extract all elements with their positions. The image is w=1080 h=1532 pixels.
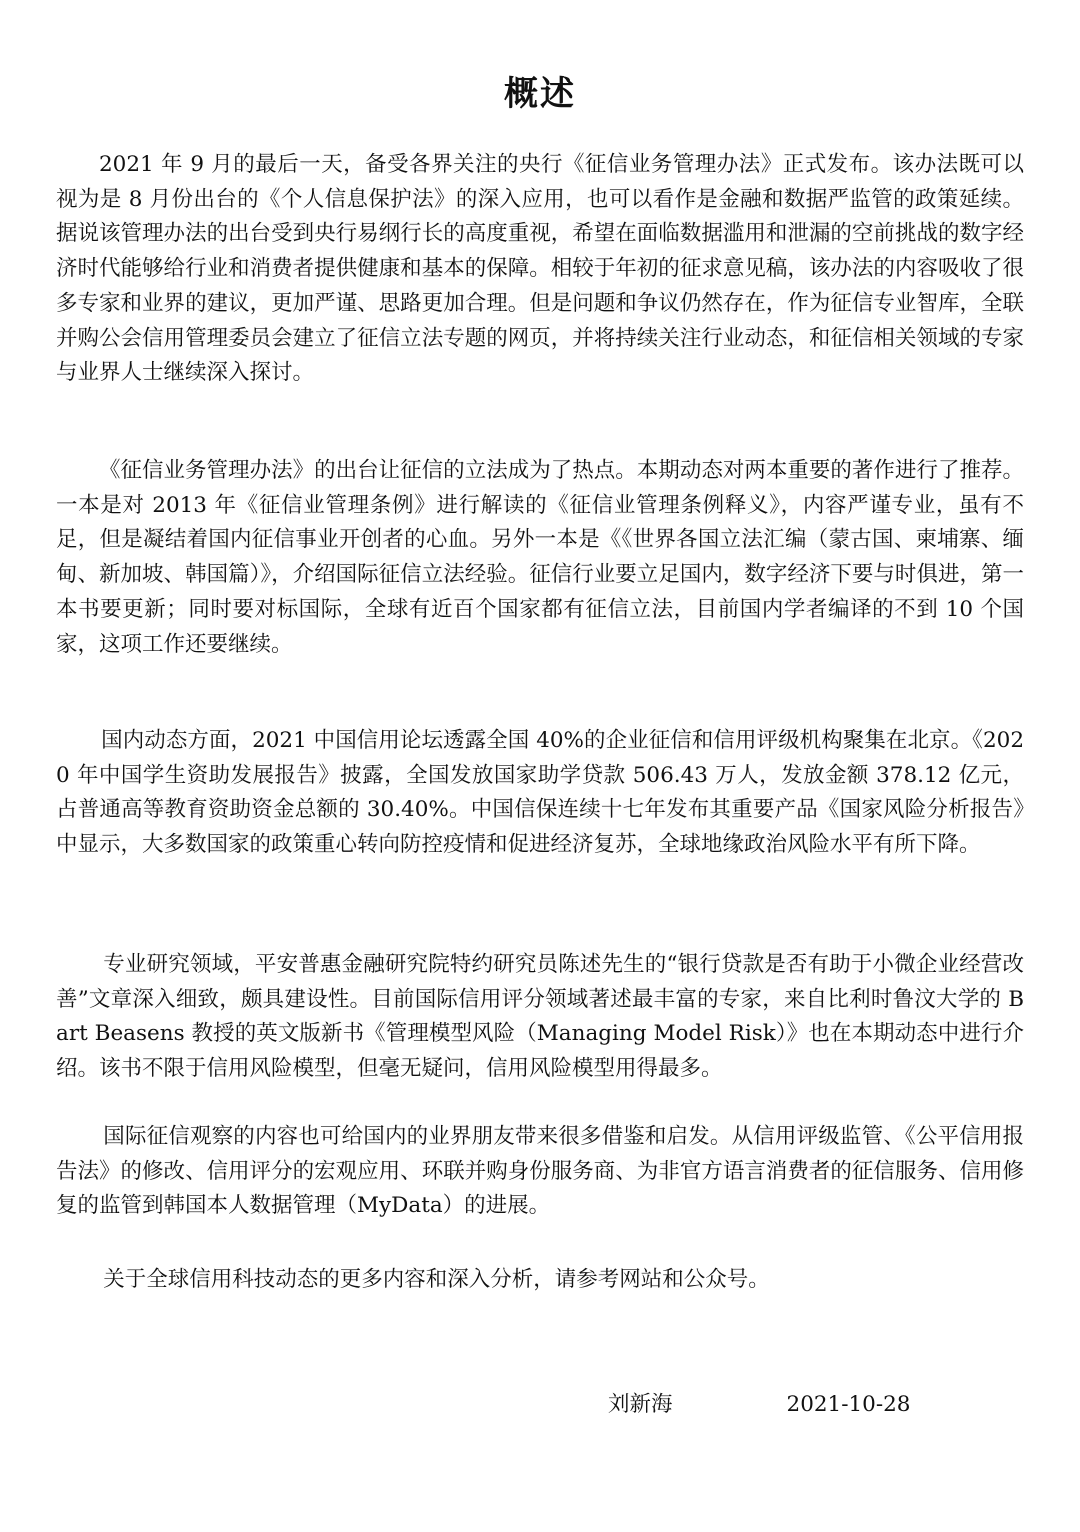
signature-author: 刘新海 <box>608 1392 673 1417</box>
document-title: 概述 <box>504 74 576 114</box>
paragraph-book-recommendations: 《征信业务管理办法》的出台让征信的立法成为了热点。本期动态对两本重要的著作进行了推荐。一本是对 2013 年《征信业管理条例》进行解读的《征信业管理条例释义》，内容严谨专业，虽有不足，但是凝结着国内征信事业开创者的心血。另外一本是《《世界各国立法汇编（蒙古国、柬埔寨、缅甸、新加坡、韩国篇）》，介绍国际征信立法经验。征信行业要立足国内，数字经济下要与时俱进，第一本书要更新；同时要对标国际，全球有近百个国家都有征信立法，目前国内学者编译的不到 10 个国家，这项工作还要继续。 <box>56 458 1024 657</box>
paragraph-international-observation: 国际征信观察的内容也可给国内的业界朋友带来很多借鉴和启发。从信用评级监管、《公平信用报告法》的修改、信用评分的宏观应用、环联并购身份服务商、为非官方语言消费者的征信服务、信用修复的监管到韩国本人数据管理（MyData）的进展。 <box>56 1124 1024 1219</box>
paragraph-closing-note: 关于全球信用科技动态的更多内容和深入分析，请参考网站和公众号。 <box>103 1267 770 1292</box>
paragraph-domestic-news: 国内动态方面，2021 中国信用论坛透露全国 40%的企业征信和信用评级机构聚集在北京。《2020 年中国学生资助发展报告》披露，全国发放国家助学贷款 506.43 万人，发放金额 378.12 亿元，占普通高等教育资助资金总额的 30.40%。中国信保连续十七年发布其重要产品《国家风险分析报告》中显示，大多数国家的政策重心转向防控疫情和促进经济复苏，全球地缘政治风险水平有所下降。 <box>56 728 1024 858</box>
signature-date: 2021-10-28 <box>786 1392 911 1417</box>
paragraph-research-field: 专业研究领域，平安普惠金融研究院特约研究员陈述先生的“银行贷款是否有助于小微企业经营改善”文章深入细致，颇具建设性。目前国际信用评分领域著述最丰富的专家，来自比利时鲁汶大学的 Bart Beasens 教授的英文版新书《管理模型风险（Managing Model Risk）》也在本期动态中进行介绍。该书不限于信用风险模型，但毫无疑问，信用风险模型用得最多。 <box>56 952 1024 1082</box>
paragraph-credit-regulation-release: 2021 年 9 月的最后一天，备受各界关注的央行《征信业务管理办法》正式发布。该办法既可以视为是 8 月份出台的《个人信息保护法》的深入应用，也可以看作是金融和数据严监管的政策延续。据说该管理办法的出台受到央行易纲行长的高度重视，希望在面临数据滥用和泄漏的空前挑战的数字经济时代能够给行业和消费者提供健康和基本的保障。相较于年初的征求意见稿，该办法的内容吸收了很多专家和业界的建议，更加严谨、思路更加合理。但是问题和争议仍然存在，作为征信专业智库，全联并购公会信用管理委员会建立了征信立法专题的网页，并将持续关注行业动态，和征信相关领域的专家与业界人士继续深入探讨。 <box>56 152 1024 386</box>
signature-block <box>608 1388 910 1422</box>
